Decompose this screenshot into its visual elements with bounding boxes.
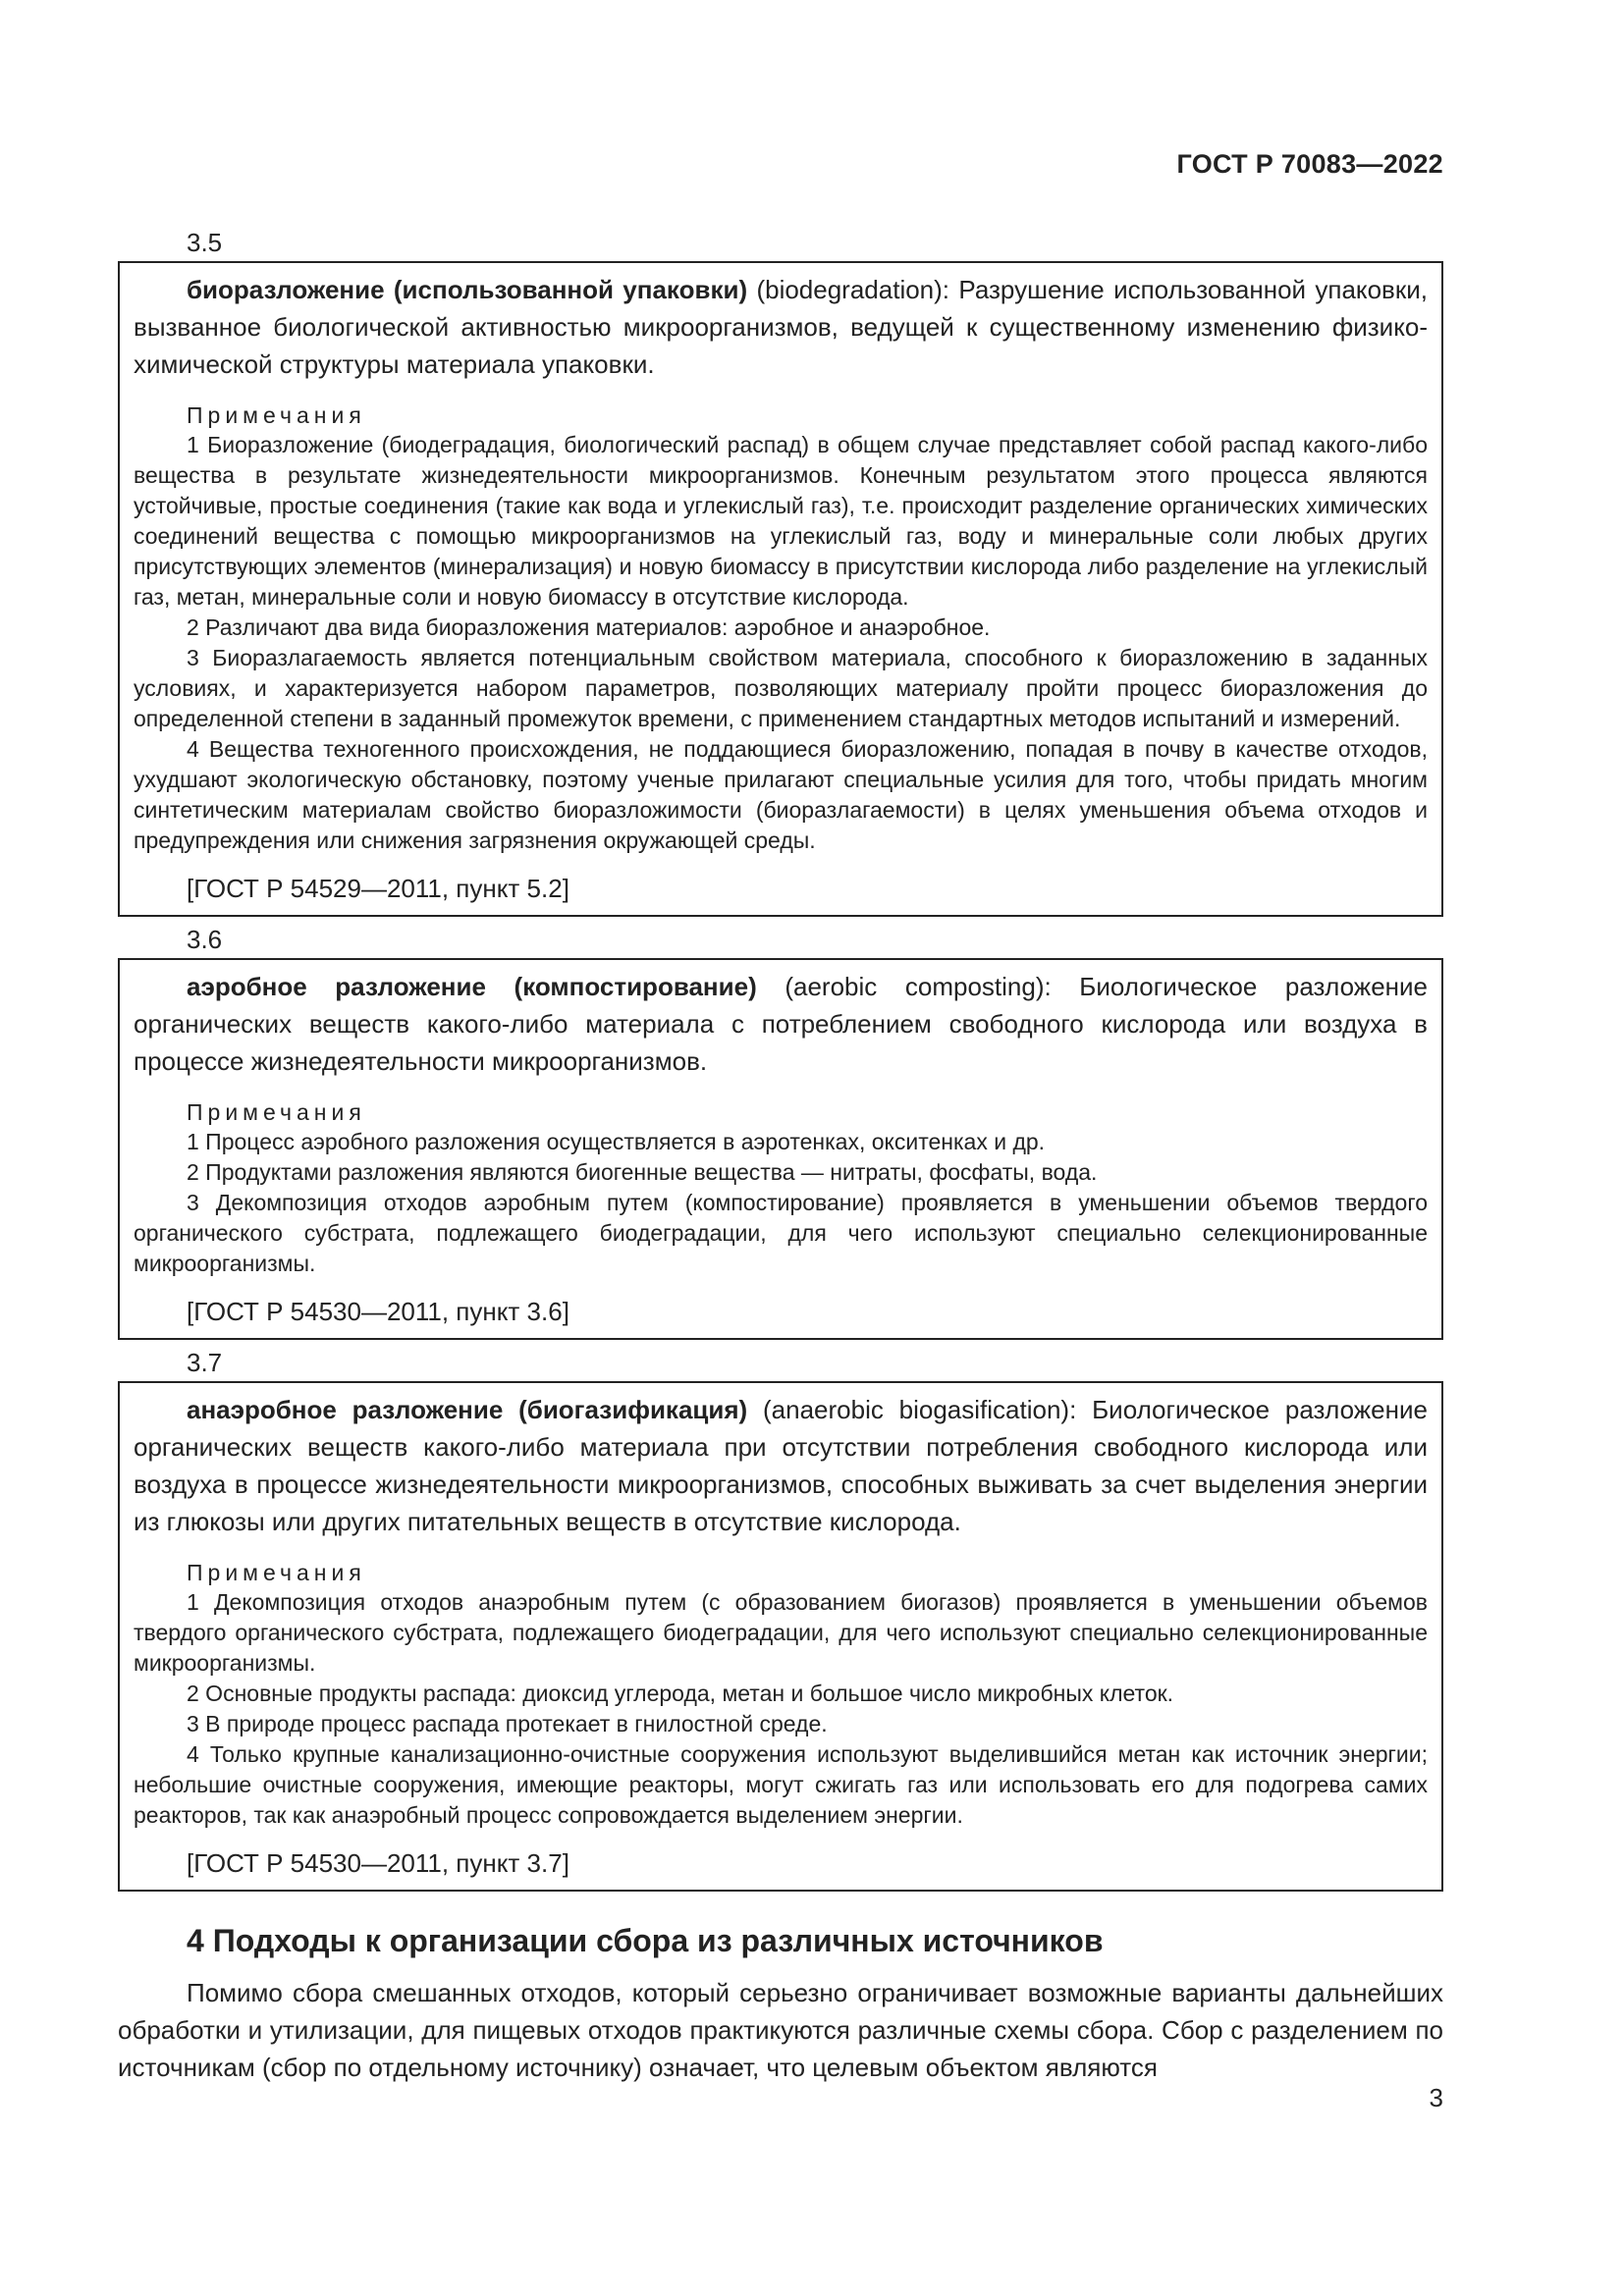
term-definition	[134, 271, 1428, 383]
term-definition-text: (biodegradation): Разрушение использованной упаковки, вызванное биологической активностью микроорганизмов, ведущей к существенному изменению физико-химической структуры материала упаковки.	[134, 275, 1428, 379]
note-item: 2 Различают два вида биоразложения материалов: аэробное и анаэробное.	[187, 614, 991, 640]
document-header-id: ГОСТ Р 70083—2022	[1176, 149, 1443, 179]
notes-heading: Примечания	[187, 402, 366, 428]
term-source-reference: [ГОСТ Р 54529—2011, пункт 5.2]	[187, 874, 569, 903]
document-content	[118, 224, 1443, 2086]
term-source-reference: [ГОСТ Р 54530—2011, пункт 3.7]	[187, 1848, 569, 1878]
note-item: 1 Биоразложение (биодеградация, биологический распад) в общем случае представляет собой распад какого-либо вещества в результате жизнедеятельности микроорганизмов. Конечным результатом этого процесса являются устойчивые, простые соединения (такие как вода и углекислый газ), т.е. происходит разделение органических химических соединений вещества с помощью микроорганизмов на углекислый газ, воду и минеральные соли любых других присутствующих элементов (минерализация) и новую биомассу в присутствии кислорода либо разделение на углекислый газ, метан, минеральные соли и новую биомассу в отсутствие кислорода.	[134, 432, 1428, 610]
term-entry-box	[118, 958, 1443, 1340]
term-definition	[134, 968, 1428, 1080]
term-name: биоразложение (использованной упаковки)	[187, 275, 748, 304]
term-source-reference: [ГОСТ Р 54530—2011, пункт 3.6]	[187, 1297, 569, 1326]
term-number: 3.6	[187, 925, 223, 954]
note-item: 4 Вещества техногенного происхождения, не поддающиеся биоразложению, попадая в почву в качестве отходов, ухудшают экологическую обстановку, поэтому ученые прилагают специальные усилия для того, чтобы придать многим синтетическим материалам свойство биоразложимости (биоразлагаемости) в целях уменьшения объема отходов и предупреждения или снижения загрязнения окружающей среды.	[134, 736, 1428, 853]
term-number: 3.5	[187, 228, 223, 257]
term-definition-text: (anaerobic biogasification): Биологическое разложение органических веществ какого-либо материала при отсутствии потребления свободного кислорода или воздуха в процессе жизнедеятельности микроорганизмов, способных выживать за счет выделения энергии из глюкозы или других питательных веществ в отсутствие кислорода.	[134, 1395, 1428, 1536]
document-page	[118, 0, 1443, 2296]
note-item: 2 Основные продукты распада: диоксид углерода, метан и большое число микробных клеток.	[187, 1681, 1174, 1706]
term-name: аэробное разложение (компостирование)	[187, 972, 757, 1001]
term-name: анаэробное разложение (биогазификация)	[187, 1395, 748, 1424]
note-item: 4 Только крупные канализационно-очистные сооружения используют выделившийся метан как источник энергии; небольшие очистные сооружения, имеющие реакторы, могут сжигать газ или использовать его для подогрева самих реакторов, так как анаэробный процесс сопровождается выделением энергии.	[134, 1741, 1428, 1828]
page-number: 3	[1429, 2083, 1443, 2112]
note-item: 3 В природе процесс распада протекает в гнилостной среде.	[187, 1711, 828, 1736]
note-item: 1 Декомпозиция отходов анаэробным путем (с образованием биогазов) проявляется в уменьшении объемов твердого органического субстрата, подлежащего биодеградации, для чего используют специально селекционированные микроорганизмы.	[134, 1589, 1428, 1676]
term-number: 3.7	[187, 1348, 223, 1377]
section-heading: 4 Подходы к организации сбора из различных источников	[187, 1923, 1104, 1958]
notes-heading: Примечания	[187, 1099, 366, 1125]
body-paragraph: Помимо сбора смешанных отходов, который серьезно ограничивает возможные варианты дальнейших обработки и утилизации, для пищевых отходов практикуются различные схемы сбора. Сбор с разделением по источникам (сбор по отдельному источнику) означает, что целевым объектом являются	[118, 1978, 1443, 2082]
term-definition-text: (aerobic composting): Биологическое разложение органических веществ какого-либо материала с потреблением свободного кислорода или воздуха в процессе жизнедеятельности микроорганизмов.	[134, 972, 1428, 1076]
note-item: 3 Декомпозиция отходов аэробным путем (компостирование) проявляется в уменьшении объемов твердого органического субстрата, подлежащего биодеградации, для чего используют специально селекционированные микроорганизмы.	[134, 1190, 1428, 1276]
term-entry-box	[118, 1381, 1443, 1892]
note-item: 1 Процесс аэробного разложения осуществляется в аэротенках, окситенках и др.	[187, 1129, 1046, 1154]
term-entry-box	[118, 261, 1443, 917]
term-definition	[134, 1391, 1428, 1540]
note-item: 2 Продуктами разложения являются биогенные вещества — нитраты, фосфаты, вода.	[187, 1159, 1098, 1185]
notes-heading: Примечания	[187, 1560, 366, 1585]
note-item: 3 Биоразлагаемость является потенциальным свойством материала, способного к биоразложению в заданных условиях, и характеризуется набором параметров, позволяющих материалу пройти процесс биоразложения до определенной степени в заданный промежуток времени, с применением стандартных методов испытаний и измерений.	[134, 645, 1428, 731]
